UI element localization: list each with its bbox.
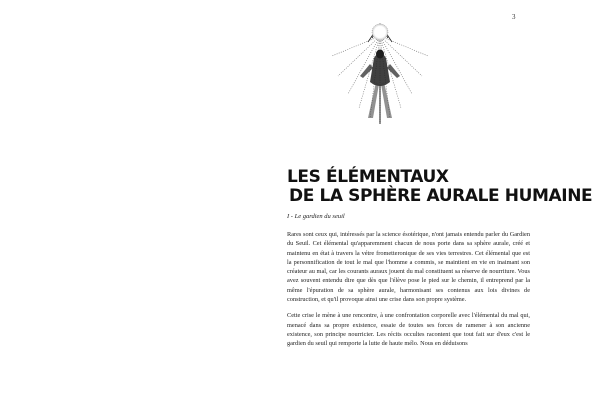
page-number: 3 bbox=[512, 13, 516, 21]
article-body bbox=[287, 230, 530, 356]
title-line-1: LES ÉLÉMENTAUX bbox=[287, 167, 449, 187]
paragraph: Cette crise le mène à une rencontre, à une confrontation corporelle avec l'élémental du mal qui, menacé dans sa propre existence, essaie de toutes ses forces de ramener à son ancienne existence, son principe nourricier. Les récits occultes racontent que tout fait sur d'eux c'est le gardien du seuil qui remporte la lutte de haute mélo. Nous en déduisons bbox=[287, 312, 530, 348]
title-line-2: DE LA SPHÈRE AURALE HUMAINE bbox=[289, 186, 592, 206]
section-heading: I - Le gardien du seuil bbox=[287, 213, 345, 220]
sun-disc bbox=[372, 24, 388, 40]
light-streams bbox=[368, 82, 392, 124]
robed-figure bbox=[360, 50, 400, 87]
paragraph: Rares sont ceux qui, intéressés par la science ésotérique, n'ont jamais entendu parler du Gardien du Seuil. Cet élémental qu'apparemment chacun de nous porte dans sa sphère aurale, créé et maintenu en état à travers la vétre frometteronique de ses vies terrestres. Cet élémental que est la personnification de tout le mal que l'homme a commis, se maintient en vie en inaimant son créateur au mal, car les courants auraux jouent du mal constituent sa réserve de nourriture. Vous avez souvent entendu dire que dès que l'élève pose le pied sur le chemin, il entreprend par la même l'épuration de sa sphère aurale, harmonisant ses contenus aux lois divines de construction, et qu'il provoque ainsi une crise dans son propre système. bbox=[287, 231, 530, 304]
pyramid-of-light-illustration bbox=[330, 18, 430, 124]
article-title bbox=[287, 168, 592, 206]
